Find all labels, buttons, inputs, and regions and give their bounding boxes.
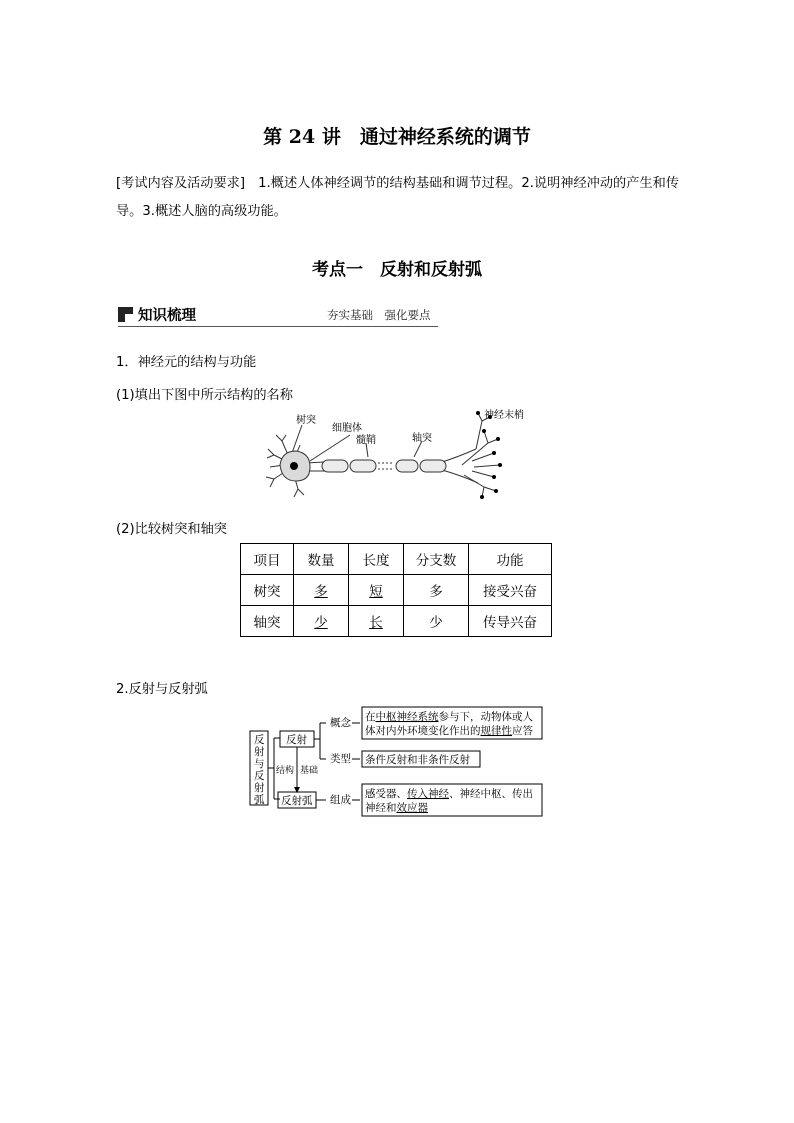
root-char: 反 <box>254 734 265 746</box>
table-cell: 少 <box>404 606 469 637</box>
table-cell: 树突 <box>241 575 294 606</box>
table-cell: 多 <box>404 575 469 606</box>
table-cell: 少 <box>294 606 349 637</box>
label-myelin: 髓鞘 <box>356 435 376 446</box>
knowledge-bar-subtitle: 夯实基础 强化要点 <box>327 308 431 322</box>
page-title: 第 24 讲 通过神经系统的调节 <box>263 126 531 148</box>
root-char: 与 <box>254 758 265 770</box>
knowledge-bar-title: 知识梳理 <box>138 308 196 324</box>
table-cell: 接受兴奋 <box>469 575 552 606</box>
concept-line-2: 体对内外环境变化作出的规律性应答 <box>365 725 533 737</box>
composition-line-1: 感受器、传入神经、神经中枢、传出 <box>365 788 533 800</box>
table-cell: 轴突 <box>241 606 294 637</box>
knowledge-bar-divider <box>118 326 438 327</box>
part1-sub-b: (2)比较树突和轴突 <box>116 522 227 537</box>
reflex-flow-diagram <box>248 703 548 823</box>
table-cell: 传导兴奋 <box>469 606 552 637</box>
root-char: 射 <box>254 782 265 794</box>
root-char: 弧 <box>254 794 265 806</box>
part2-heading: 2.反射与反射弧 <box>116 682 208 697</box>
root-char: 射 <box>254 746 265 758</box>
concept-label: 概念 <box>330 717 351 729</box>
table-header-cell: 长度 <box>349 544 404 575</box>
requirements-text: 1.概述人体神经调节的结构基础和调节过程。2.说明神经冲动的产生和传导。3.概述人脑的高级功能。 <box>116 176 679 219</box>
table-cell: 长 <box>349 606 404 637</box>
part1-sub-a: (1)填出下图中所示结构的名称 <box>116 388 293 403</box>
concept-line-1: 在中枢神经系统参与下，动物体或人 <box>365 711 533 723</box>
table-cell: 短 <box>349 575 404 606</box>
link-structure: 结构 <box>276 766 295 776</box>
type-label: 类型 <box>330 753 351 765</box>
section-title: 考点一 反射和反射弧 <box>312 260 482 280</box>
table-header-cell: 分支数 <box>404 544 469 575</box>
table-header-cell: 功能 <box>469 544 552 575</box>
arc-node: 反射弧 <box>281 795 313 807</box>
type-text: 条件反射和非条件反射 <box>365 754 470 766</box>
table-row <box>241 575 552 606</box>
root-char: 反 <box>254 770 265 782</box>
composition-label: 组成 <box>330 794 351 806</box>
label-cell-body: 细胞体 <box>332 423 362 434</box>
reflex-node: 反射 <box>286 734 307 746</box>
neuron-diagram <box>262 405 524 505</box>
requirements-tag: [考试内容及活动要求] <box>116 176 245 191</box>
label-nerve-ending: 神经末梢 <box>484 410 524 421</box>
table-cell: 多 <box>294 575 349 606</box>
table-row <box>241 606 552 637</box>
composition-line-2: 神经和效应器 <box>365 802 428 814</box>
label-axon: 轴突 <box>412 433 432 444</box>
comparison-table <box>240 543 552 637</box>
exam-requirements <box>116 170 681 226</box>
table-header-cell: 项目 <box>241 544 294 575</box>
table-header-row <box>241 544 552 575</box>
table-header-cell: 数量 <box>294 544 349 575</box>
part1-heading: 1．神经元的结构与功能 <box>116 355 257 370</box>
label-dendrite: 树突 <box>296 415 316 426</box>
link-basis: 基础 <box>300 766 319 776</box>
